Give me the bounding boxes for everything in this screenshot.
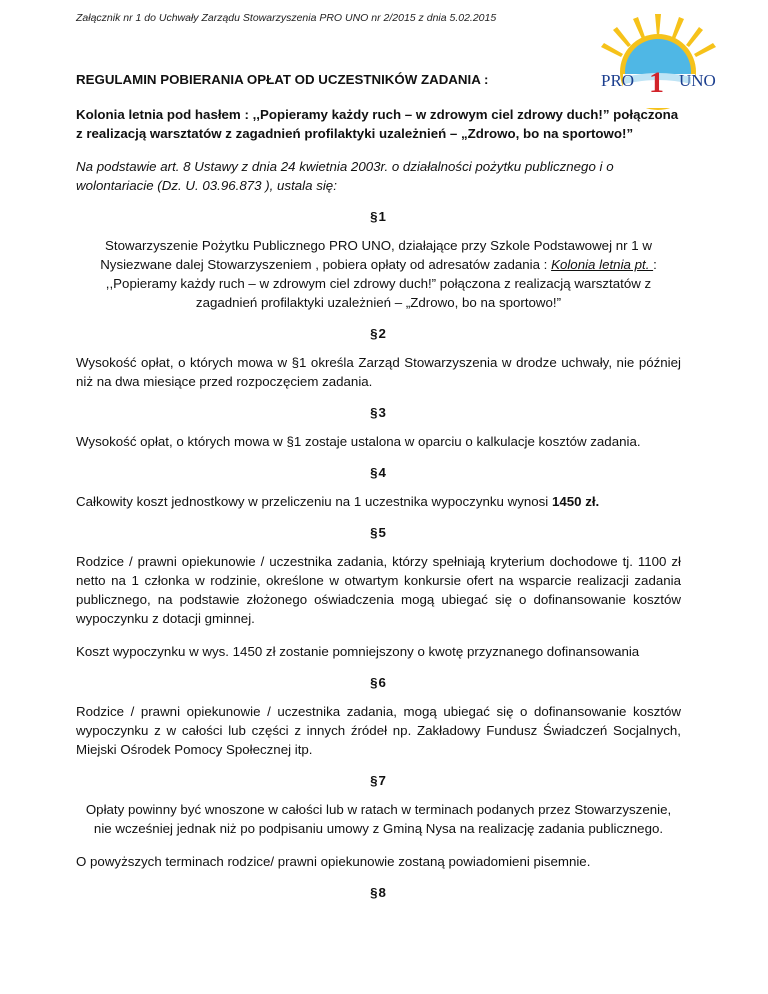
section-2-sign: §2 bbox=[370, 326, 387, 341]
section-7-text-2: O powyższych terminach rodzice/ prawni opiekunowie zostaną powiadomieni pisemnie. bbox=[76, 854, 591, 869]
section-1-text-b: : ,,Popieramy każdy ruch – w zdrowym ciel zdrowy duch!” połączona z realizacją warsztatów z zagadnień profilaktyki uzależnień – „Zdrowo, bo na sportowo!” bbox=[105, 257, 657, 310]
section-7-text-1: Opłaty powinny być wnoszone w całości lub w ratach w terminach podanych przez Stowarzyszenie, nie wcześniej jednak niż po podpisaniu umowy z Gminą Nysa na realizację zadania publicznego. bbox=[85, 802, 672, 836]
section-5-text-1: Rodzice / prawni opiekunowie / uczestnika zadania, którzy spełniają kryterium dochodowe tj. 1100 zł netto na 1 członka w rodzinie, określone w otwartym konkursie ofert na wsparcie realizacji zadania publicznego, na podstawie złożonego oświadczenia mogą ubiegać się o dofinansowanie kosztów wypoczynku z dotacji gminnej. bbox=[76, 554, 681, 626]
logo-text-uno: UNO bbox=[679, 71, 716, 90]
section-6-text: Rodzice / prawni opiekunowie / uczestnika zadania, mogą ubiegać się o dofinansowanie kosztów wypoczynku z w całości lub części z innych źródeł np. Zakładowy Fundusz Świadczeń Socjalnych, Miejski Ośrodek Pomocy Społecznej itp. bbox=[76, 704, 681, 757]
section-1-text-a: Stowarzyszenie Pożytku Publicznego PRO UNO, działające przy Szkole Podstawowej nr 1 w Nysiezwane dalej Stowarzyszeniem , pobiera opłaty od adresatów zadania : bbox=[100, 238, 652, 272]
logo-text-one: 1 bbox=[649, 66, 664, 99]
document-body bbox=[76, 66, 681, 902]
section-1-sign: §1 bbox=[370, 209, 387, 224]
section-1-link: Kolonia letnia pt. bbox=[551, 257, 654, 272]
legal-basis: Na podstawie art. 8 Ustawy z dnia 24 kwietnia 2003r. o działalności pożytku publicznego i o wolontariacie (Dz. U. 03.96.873 ), ustala się: bbox=[76, 159, 614, 193]
document-subtitle: Kolonia letnia pod hasłem : ,,Popieramy każdy ruch – w zdrowym ciel zdrowy duch!” połączona z realizacją warsztatów z zagadnień profilaktyki uzależnień – „Zdrowo, bo na sportowo!” bbox=[76, 107, 679, 141]
section-2-text: Wysokość opłat, o których mowa w §1 określa Zarząd Stowarzyszenia w drodze uchwały, nie później niż na dwa miesiące przed rozpoczęciem zadania. bbox=[76, 355, 681, 389]
section-4-text-a: Całkowity koszt jednostkowy w przeliczeniu na 1 uczestnika wypoczynku wynosi bbox=[76, 494, 552, 509]
logo-text-pro: PRO bbox=[601, 71, 635, 90]
section-5-text-2: Koszt wypoczynku w wys. 1450 zł zostanie pomniejszony o kwotę przyznanego dofinansowania bbox=[76, 644, 640, 659]
section-4-sign: §4 bbox=[370, 465, 387, 480]
section-7-sign: §7 bbox=[370, 773, 387, 788]
section-1-text bbox=[76, 236, 681, 312]
section-8-sign: §8 bbox=[370, 885, 387, 900]
document-title: REGULAMIN POBIERANIA OPŁAT OD UCZESTNIKÓW ZADANIA : bbox=[76, 72, 489, 87]
section-3-sign: §3 bbox=[370, 405, 387, 420]
section-6-sign: §6 bbox=[370, 675, 387, 690]
section-3-text: Wysokość opłat, o których mowa w §1 zostaje ustalona w oparciu o kalkulacje kosztów zadania. bbox=[76, 434, 641, 449]
header-note: Załącznik nr 1 do Uchwały Zarządu Stowarzyszenia PRO UNO nr 2/2015 z dnia 5.02.2015 bbox=[76, 12, 497, 24]
section-4-amount: 1450 zł. bbox=[551, 494, 600, 509]
section-5-sign: §5 bbox=[370, 525, 387, 540]
section-4-text bbox=[76, 492, 681, 511]
